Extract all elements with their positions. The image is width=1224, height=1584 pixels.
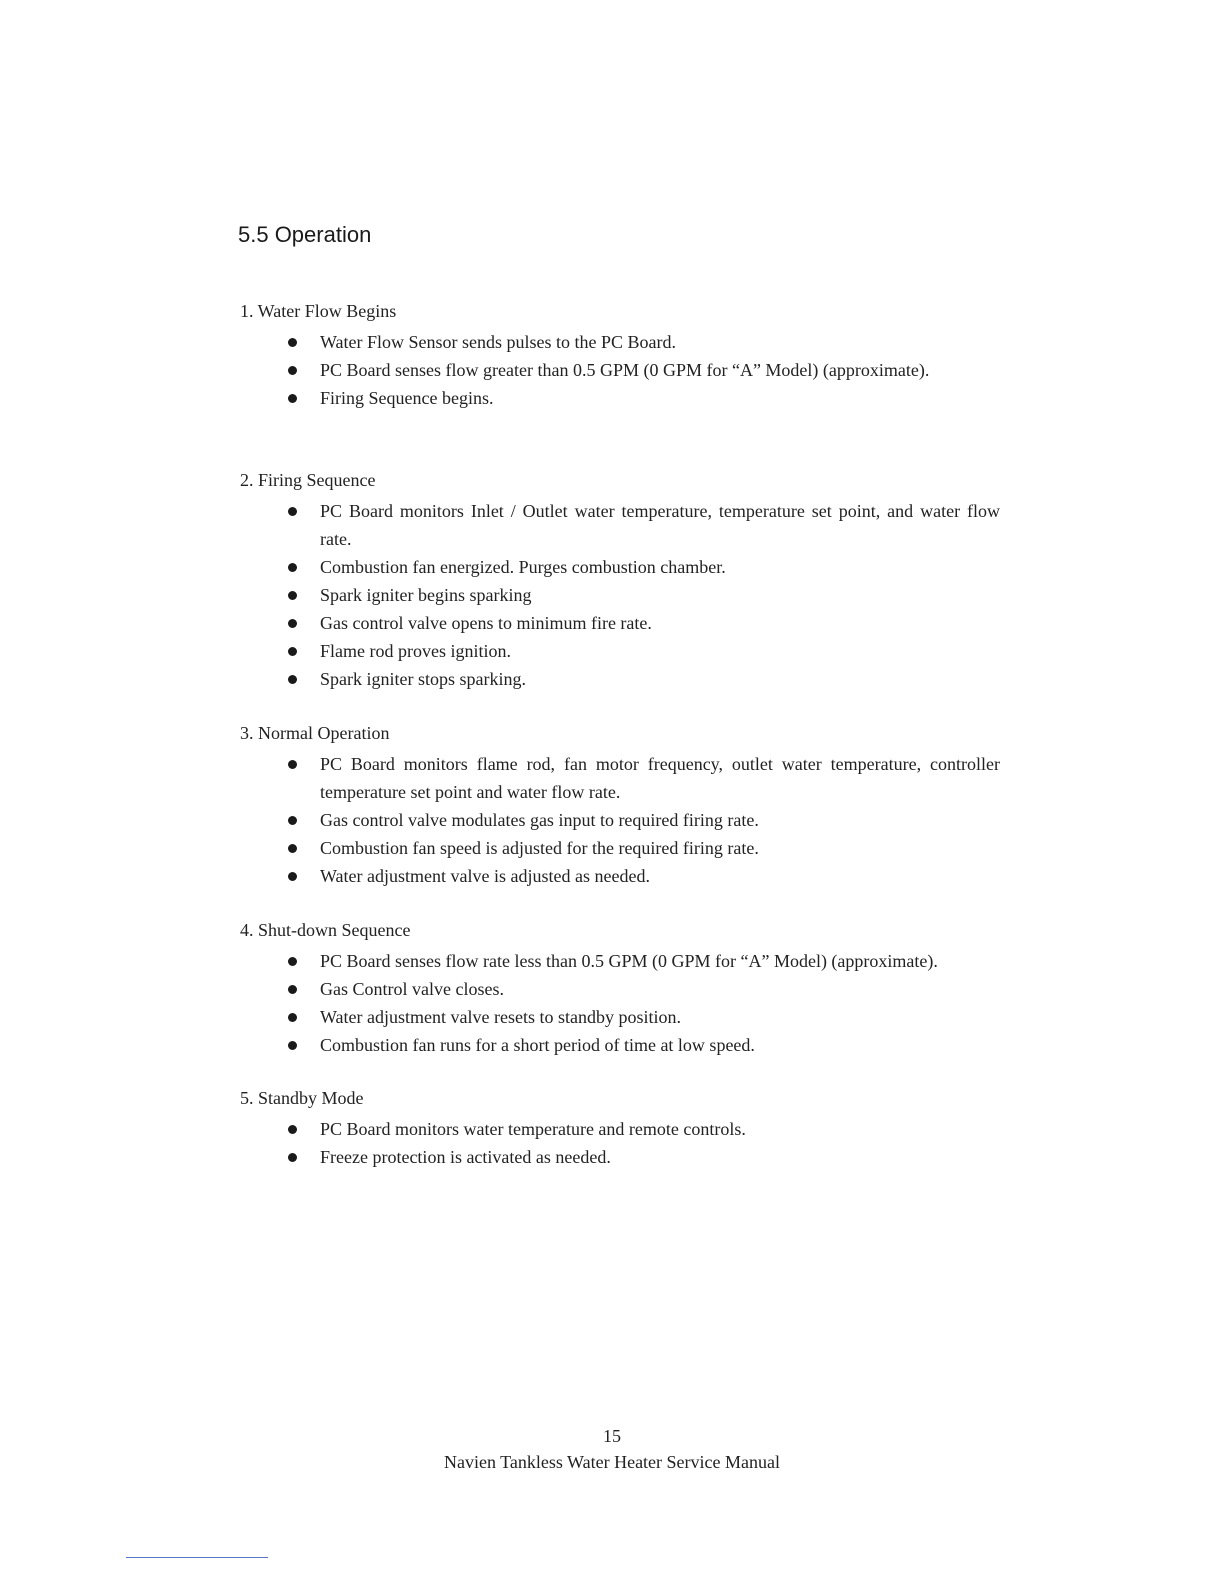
bullet-icon [288, 394, 297, 403]
list-item: PC Board monitors flame rod, fan motor frequency, outlet water temperature, controller temperature set point and water flow rate. [240, 750, 1000, 806]
bullet-icon [288, 675, 297, 684]
bullet-icon [288, 366, 297, 375]
list-item: Spark igniter begins sparking [240, 581, 1000, 609]
bullet-icon [288, 1125, 297, 1134]
bullet-icon [288, 844, 297, 853]
bullet-icon [288, 1013, 297, 1022]
list-item: Flame rod proves ignition. [240, 637, 1000, 665]
bullet-list [240, 1115, 1000, 1171]
list-item: Combustion fan energized. Purges combustion chamber. [240, 553, 1000, 581]
footnote-rule [126, 1557, 268, 1558]
list-item: PC Board senses flow rate less than 0.5 GPM (0 GPM for “A” Model) (approximate). [240, 947, 1000, 975]
footer-manual-title: Navien Tankless Water Heater Service Manual [444, 1452, 780, 1472]
list-item: PC Board monitors Inlet / Outlet water temperature, temperature set point, and water flow rate. [240, 497, 1000, 553]
list-item: Firing Sequence begins. [240, 384, 1000, 412]
bullet-icon [288, 816, 297, 825]
bullet-list [240, 497, 1000, 693]
bullet-icon [288, 872, 297, 881]
list-item: Water adjustment valve resets to standby position. [240, 1003, 1000, 1031]
bullet-list [240, 750, 1000, 890]
list-item: Water adjustment valve is adjusted as needed. [240, 862, 1000, 890]
bullet-icon [288, 1153, 297, 1162]
list-item: PC Board monitors water temperature and remote controls. [240, 1115, 1000, 1143]
list-item: Gas control valve modulates gas input to required firing rate. [240, 806, 1000, 834]
bullet-icon [288, 619, 297, 628]
step-heading: 3. Normal Operation [240, 723, 390, 743]
bullet-icon [288, 985, 297, 994]
step-heading: 4. Shut-down Sequence [240, 920, 411, 940]
list-item: Gas Control valve closes. [240, 975, 1000, 1003]
bullet-icon [288, 1041, 297, 1050]
step-heading: 5. Standby Mode [240, 1088, 364, 1108]
list-item: Gas control valve opens to minimum fire rate. [240, 609, 1000, 637]
step-shut-down-sequence [240, 919, 1000, 1059]
step-normal-operation [240, 722, 1000, 890]
bullet-icon [288, 563, 297, 572]
bullet-icon [288, 760, 297, 769]
step-standby-mode [240, 1087, 1000, 1171]
step-firing-sequence [240, 469, 1000, 693]
list-item: Spark igniter stops sparking. [240, 665, 1000, 693]
page-number: 15 [603, 1426, 621, 1446]
section-title: 5.5 Operation [238, 222, 372, 247]
step-heading: 1. Water Flow Begins [240, 301, 397, 321]
list-item: Water Flow Sensor sends pulses to the PC Board. [240, 328, 1000, 356]
step-heading: 2. Firing Sequence [240, 470, 376, 490]
list-item: Freeze protection is activated as needed. [240, 1143, 1000, 1171]
step-water-flow-begins [240, 300, 1000, 412]
bullet-icon [288, 591, 297, 600]
bullet-icon [288, 338, 297, 347]
list-item: PC Board senses flow greater than 0.5 GPM (0 GPM for “A” Model) (approximate). [240, 356, 1000, 384]
bullet-icon [288, 507, 297, 516]
bullet-icon [288, 957, 297, 966]
bullet-list [240, 328, 1000, 412]
bullet-icon [288, 647, 297, 656]
bullet-list [240, 947, 1000, 1059]
list-item: Combustion fan runs for a short period of time at low speed. [240, 1031, 1000, 1059]
list-item: Combustion fan speed is adjusted for the required firing rate. [240, 834, 1000, 862]
